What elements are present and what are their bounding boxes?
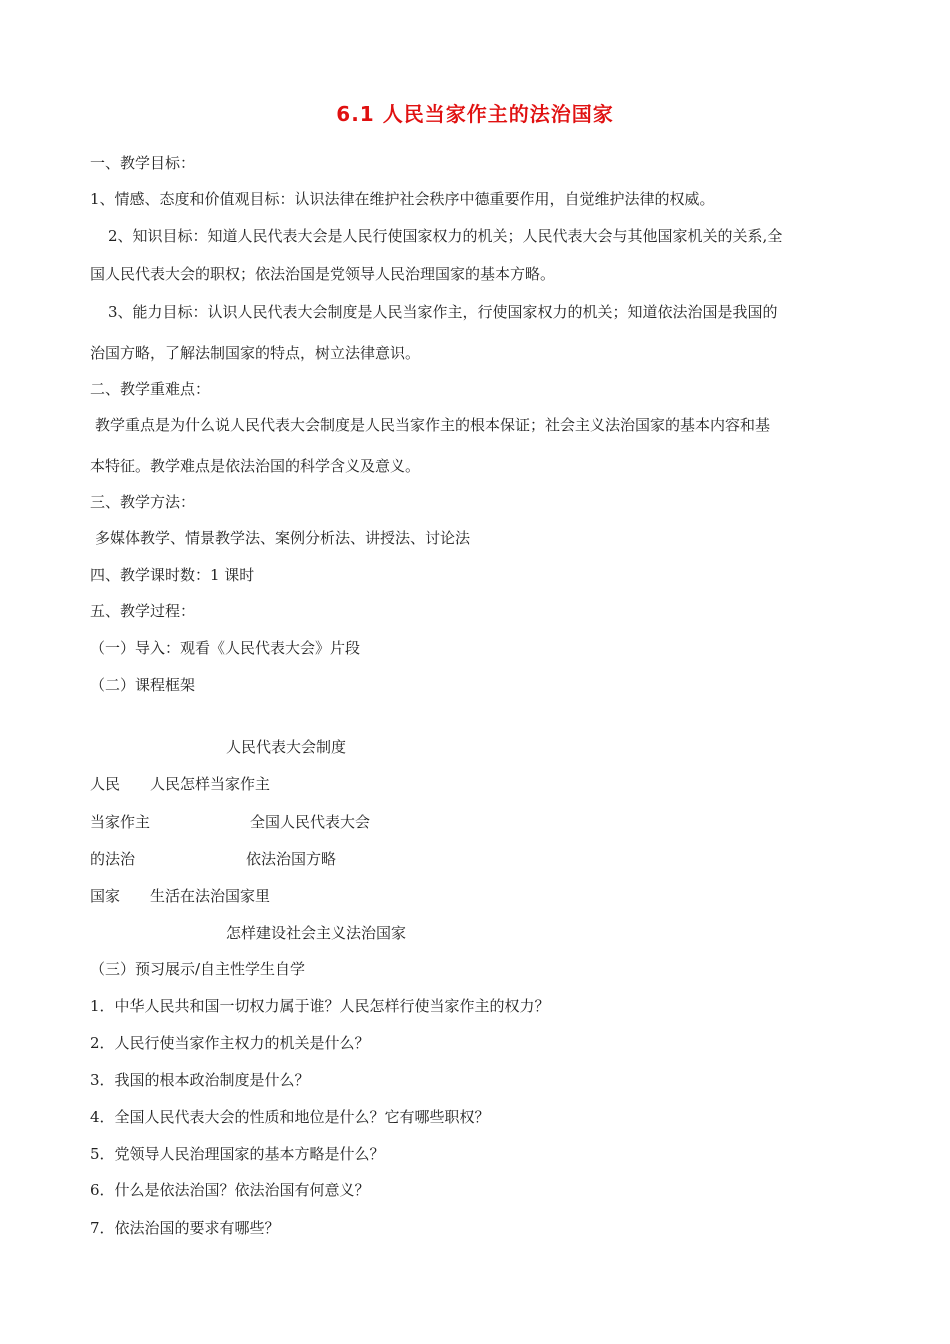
framework-left-item: 当家作主: [90, 813, 151, 831]
preview-question: 7．依法治国的要求有哪些？: [90, 1219, 280, 1237]
framework-top: 人民代表大会制度: [226, 738, 347, 756]
objective-knowledge-line2: 国人民代表大会的职权；依法治国是党领导人民治理国家的基本方略。: [90, 265, 556, 283]
preview-question: 1．中华人民共和国一切权力属于谁？人民怎样行使当家作主的权力？: [90, 997, 550, 1015]
key-points-line1: 教学重点是为什么说人民代表大会制度是人民当家作主的根本保证；社会主义法治国家的基本内容和基: [95, 416, 771, 434]
objective-emotion: 1、情感、态度和价值观目标：认识法律在维护社会秩序中德重要作用，自觉维护法律的权威。: [90, 190, 715, 208]
objective-knowledge-line1: 2、知识目标：知道人民代表大会是人民行使国家权力的机关；人民代表大会与其他国家机关的关系,全: [108, 227, 783, 245]
preview-question: 4．全国人民代表大会的性质和地位是什么？它有哪些职权？: [90, 1108, 490, 1126]
document-title: 6.1 人民当家作主的法治国家: [336, 102, 614, 126]
preview-question: 6．什么是依法治国？依法治国有何意义？: [90, 1181, 370, 1199]
methods-text: 多媒体教学、情景教学法、案例分析法、讲授法、讨论法: [95, 529, 471, 547]
section-heading-objectives: 一、教学目标：: [90, 154, 196, 172]
framework-right-item: 依法治国方略: [246, 850, 337, 868]
process-step-framework: （二）课程框架: [90, 676, 196, 694]
section-heading-process: 五、教学过程：: [90, 602, 196, 620]
framework-right-item: 生活在法治国家里: [150, 887, 271, 905]
objective-ability-line2: 治国方略，了解法制国家的特点，树立法律意识。: [90, 344, 421, 362]
process-step-intro: （一）导入：观看《人民代表大会》片段: [90, 639, 361, 657]
section-heading-key-points: 二、教学重难点：: [90, 380, 211, 398]
section-heading-methods: 三、教学方法：: [90, 493, 196, 511]
preview-question: 5．党领导人民治理国家的基本方略是什么？: [90, 1145, 385, 1163]
preview-heading: （三）预习展示/自主性学生自学: [90, 960, 306, 978]
framework-right-item: 全国人民代表大会: [250, 813, 371, 831]
objective-ability-line1: 3、能力目标：认识人民代表大会制度是人民当家作主，行使国家权力的机关；知道依法治国是我国的: [108, 303, 778, 321]
section-heading-hours: 四、教学课时数：1 课时: [90, 566, 255, 584]
preview-question: 2．人民行使当家作主权力的机关是什么？: [90, 1034, 370, 1052]
preview-question: 3．我国的根本政治制度是什么？: [90, 1071, 310, 1089]
framework-left-item: 人民: [90, 775, 121, 793]
framework-right-item: 人民怎样当家作主: [150, 775, 271, 793]
framework-left-item: 国家: [90, 887, 121, 905]
framework-left-item: 的法治: [90, 850, 136, 868]
framework-bottom: 怎样建设社会主义法治国家: [226, 924, 407, 942]
key-points-line2: 本特征。教学难点是依法治国的科学含义及意义。: [90, 457, 421, 475]
